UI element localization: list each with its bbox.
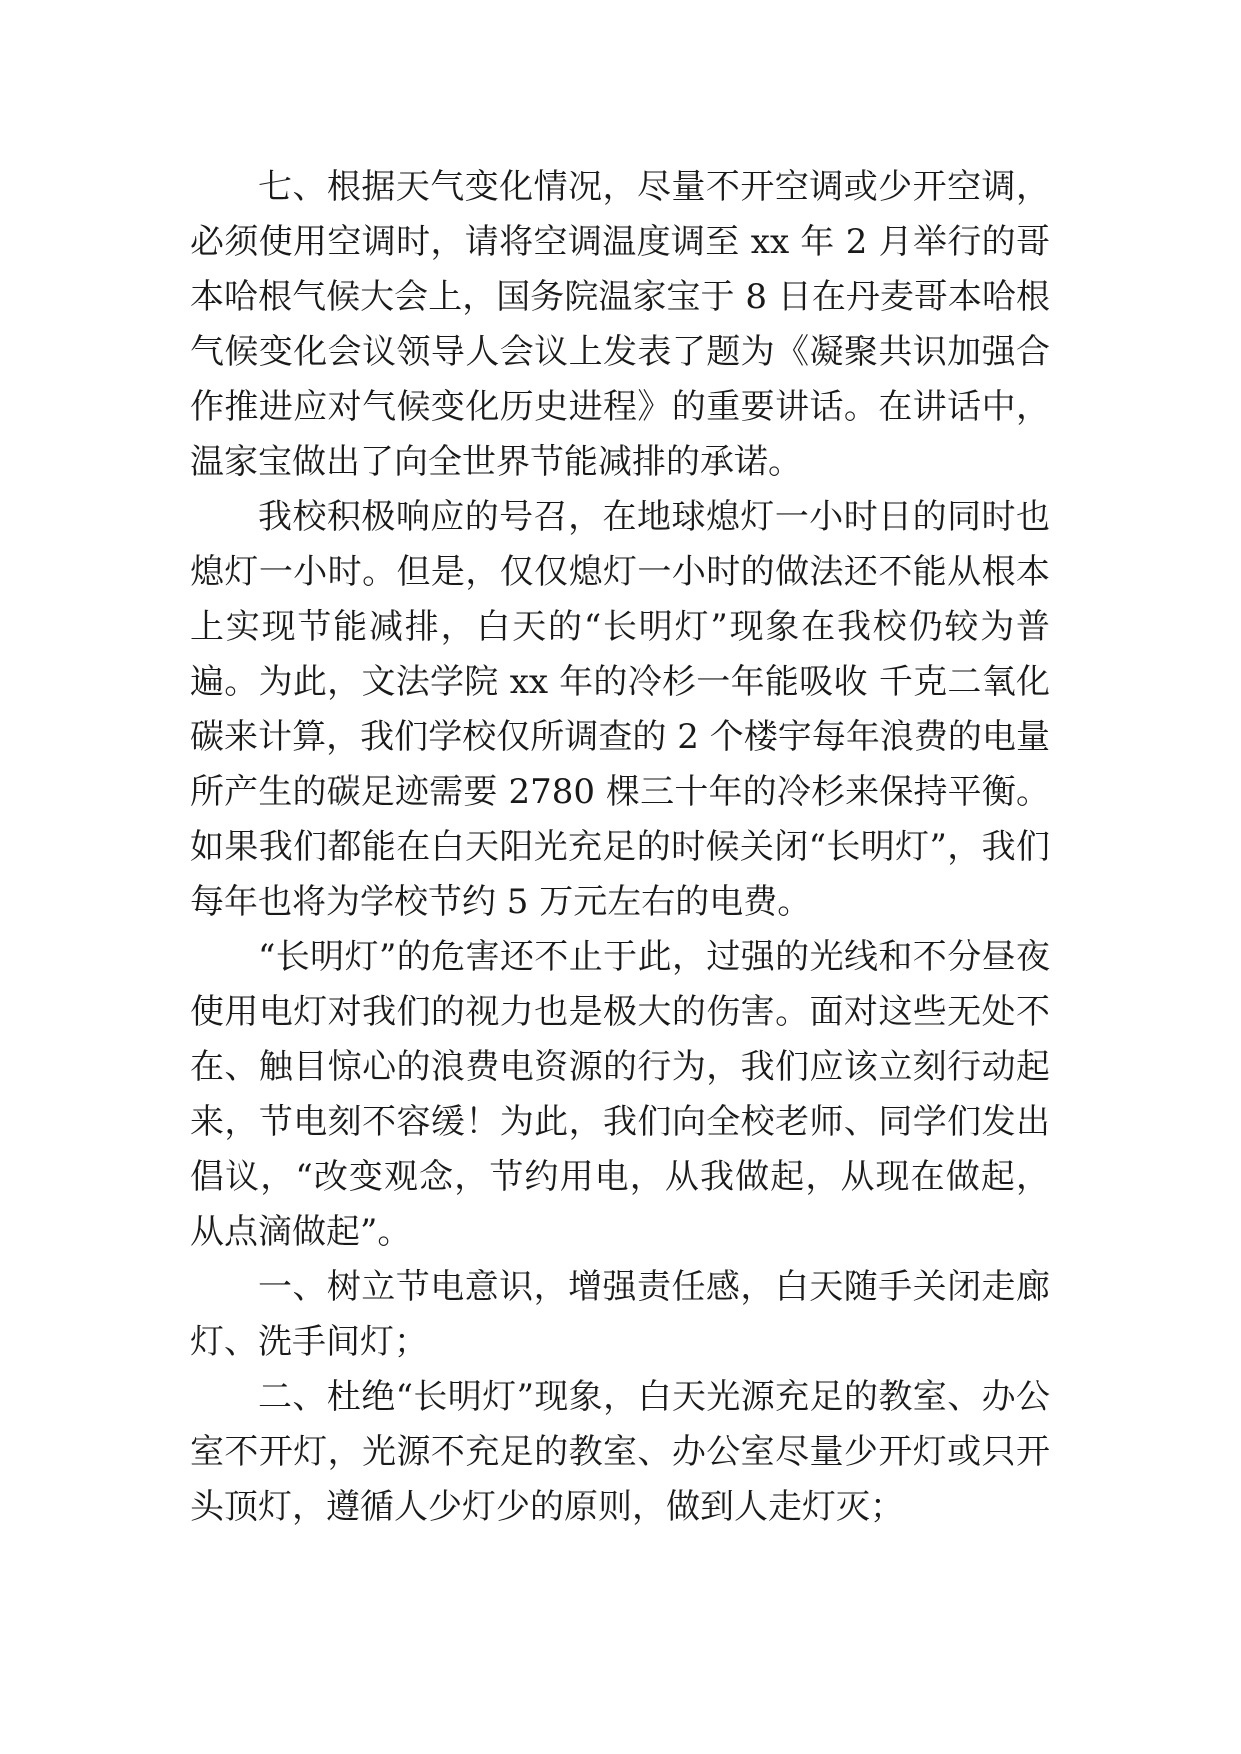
paragraph-item-seven-air-conditioning: 七、根据天气变化情况，尽量不开空调或少开空调，必须使用空调时，请将空调温度调至 xx 年 2 月举行的哥本哈根气候大会上，国务院温家宝于 8 日在丹麦哥本哈根气候变化会议领导人会议上发表了题为《凝聚共识加强合作推进应对气候变化历史进程》的重要讲话。在讲话中，温家宝做出了向全世界节能减排的承诺。 bbox=[190, 167, 1050, 482]
paragraph-item-two-no-always-on-lights: 二、杜绝“长明灯”现象，白天光源充足的教室、办公室不开灯，光源不充足的教室、办公室尽量少开灯或只开头顶灯，遵循人少灯少的原则，做到人走灯灭； bbox=[190, 1377, 1050, 1527]
paragraph-item-one-awareness: 一、树立节电意识，增强责任感，白天随手关闭走廊灯、洗手间灯； bbox=[190, 1267, 1050, 1362]
document-body bbox=[190, 160, 1050, 1535]
paragraph-lights-out-hour: 我校积极响应的号召，在地球熄灯一小时日的同时也熄灯一小时。但是，仅仅熄灯一小时的做法还不能从根本上实现节能减排，白天的“长明灯”现象在我校仍较为普遍。为此，文法学院 xx 年的冷杉一年能吸收 千克二氧化碳来计算，我们学校仅所调查的 2 个楼宇每年浪费的电量所产生的碳足迹需要 2780 棵三十年的冷杉来保持平衡。如果我们都能在白天阳光充足的时候关闭“长明灯”，我们每年也将为学校节约 5 万元左右的电费。 bbox=[190, 497, 1050, 922]
paragraph-always-on-lights-harm: “长明灯”的危害还不止于此，过强的光线和不分昼夜使用电灯对我们的视力也是极大的伤害。面对这些无处不在、触目惊心的浪费电资源的行为，我们应该立刻行动起来，节电刻不容缓！为此，我们向全校老师、同学们发出倡议，“改变观念，节约用电，从我做起，从现在做起，从点滴做起”。 bbox=[190, 937, 1050, 1252]
